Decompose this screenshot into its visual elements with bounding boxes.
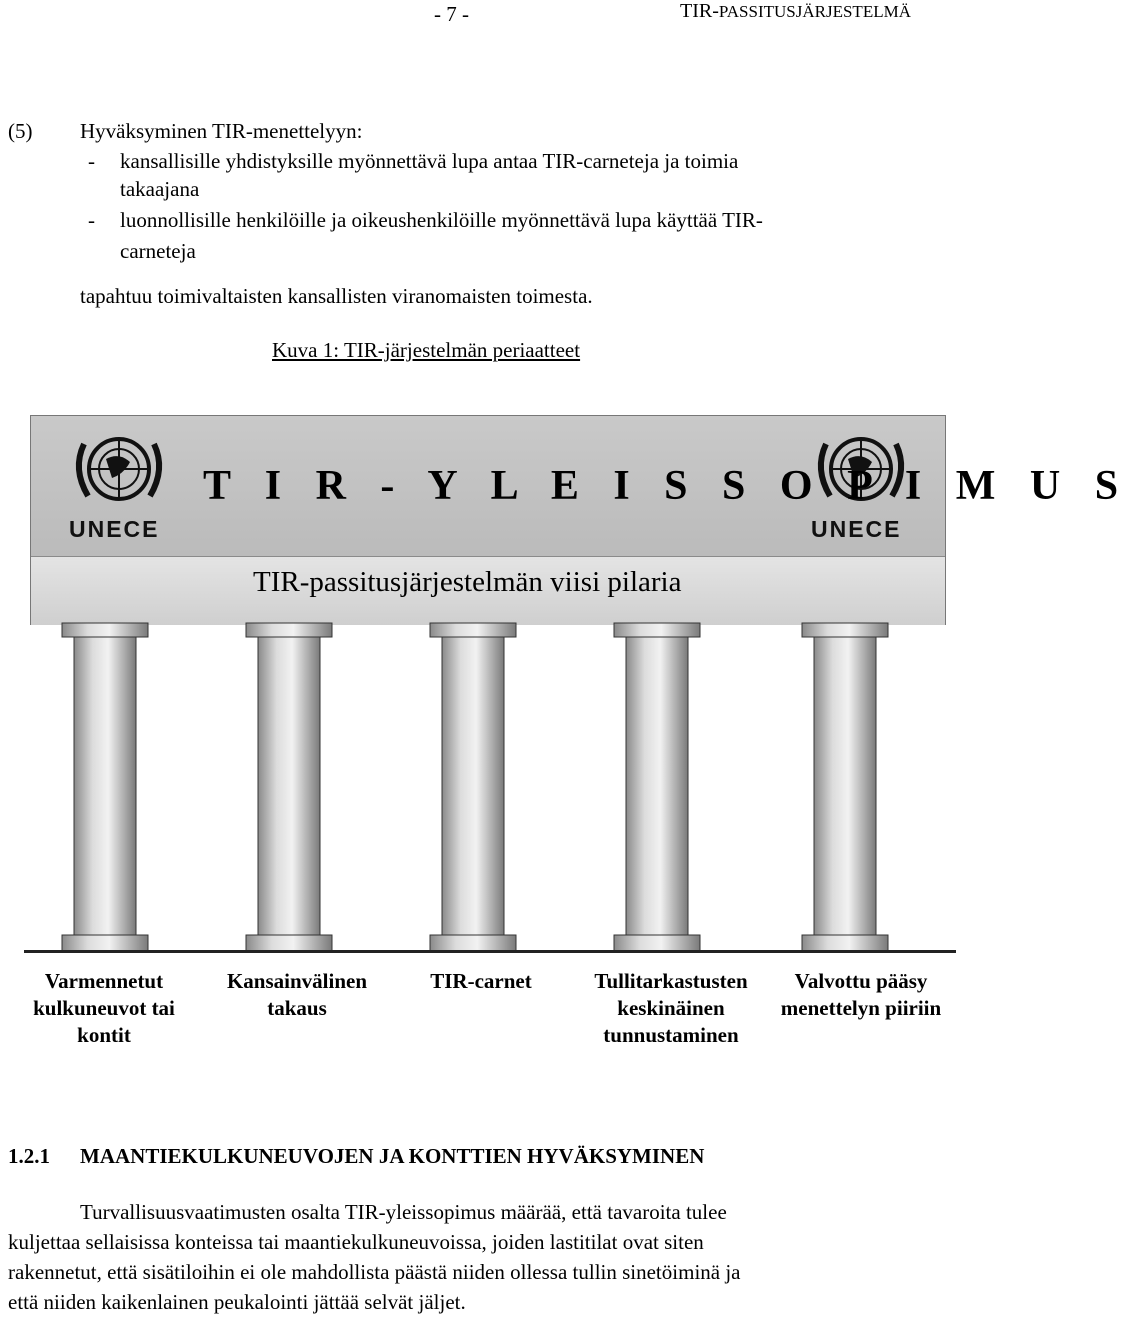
pillar-label-line: Valvottu pääsy [794,969,928,993]
running-title-rest: PASSITUSJÄRJESTELMÄ [718,2,911,21]
pillar-label-line: tunnustaminen [603,1023,739,1047]
pillar-label [391,968,571,995]
paragraph-number: (5) [8,119,33,143]
pillar-label [766,968,956,1022]
pillar-label-line: kontit [77,1023,131,1047]
pillar-label-line: Kansainvälinen [226,969,368,993]
pillar-label-line: takaus [267,996,327,1020]
list-bullet: - [88,149,95,173]
pillar-label [207,968,387,1022]
figure-caption: Kuva 1: TIR-järjestelmän periaatteet [272,338,581,362]
pillar-label-line: keskinäinen [617,996,725,1020]
body-line: että niiden kaikenlainen peukalointi jättää selvät jäljet. [8,1290,466,1314]
pillar-label-line: Varmennetut [44,969,164,993]
list-item-line: takaajana [120,177,200,201]
list-item-line: carneteja [120,239,196,263]
tir-pillars-figure [30,415,1130,955]
pillar-label-line: menettelyn piiriin [780,996,942,1020]
banner-title: T I R - Y L E I S S O P I M U S [203,463,1130,509]
list-item-line: kansallisille yhdistyksille myönnettävä lupa antaa TIR-carneteja ja toimia [120,149,739,173]
pillar [800,623,890,953]
logo-text-right: UNECE [811,516,902,542]
list-bullet: - [88,208,95,232]
un-emblem-icon [64,424,174,514]
pillar [612,623,702,953]
pillar-label-line: kulkuneuvot tai [33,996,175,1020]
paragraph-closing: tapahtuu toimivaltaisten kansallisten viranomaisten toimesta. [80,284,593,308]
body-line: rakennetut, että sisätiloihin ei ole mahdollista päästä niiden ollessa tullin sinetöiminä ja [8,1260,741,1284]
banner-subtitle: TIR-passitusjärjestelmän viisi pilaria [253,566,682,598]
running-title [680,0,911,23]
pillar-label-line: Tullitarkastusten [594,969,748,993]
pillar [428,623,518,953]
body-line: Turvallisuusvaatimusten osalta TIR-yleissopimus määrää, että tavaroita tulee [80,1200,727,1224]
banner [30,415,1130,625]
page-number: - 7 - [434,2,469,26]
floor-line [24,950,956,953]
pillar-label-line: TIR-carnet [430,969,532,993]
pillar-label [576,968,766,1049]
pillar [60,623,150,953]
body-line: kuljettaa sellaisissa konteissa tai maantiekulkuneuvoissa, joiden lastitilat ovat siten [8,1230,704,1254]
list-item-line: luonnollisille henkilöille ja oikeushenkilöille myönnettävä lupa käyttää TIR- [120,208,763,232]
section-title: MAANTIEKULKUNEUVOJEN JA KONTTIEN HYVÄKSYMINEN [80,1144,705,1168]
section-number: 1.2.1 [8,1144,50,1168]
pillar [244,623,334,953]
logo-text-left: UNECE [69,516,160,542]
running-title-first: TIR- [680,0,719,22]
paragraph-heading: Hyväksyminen TIR-menettelyyn: [80,119,363,143]
pillar-label [14,968,194,1049]
